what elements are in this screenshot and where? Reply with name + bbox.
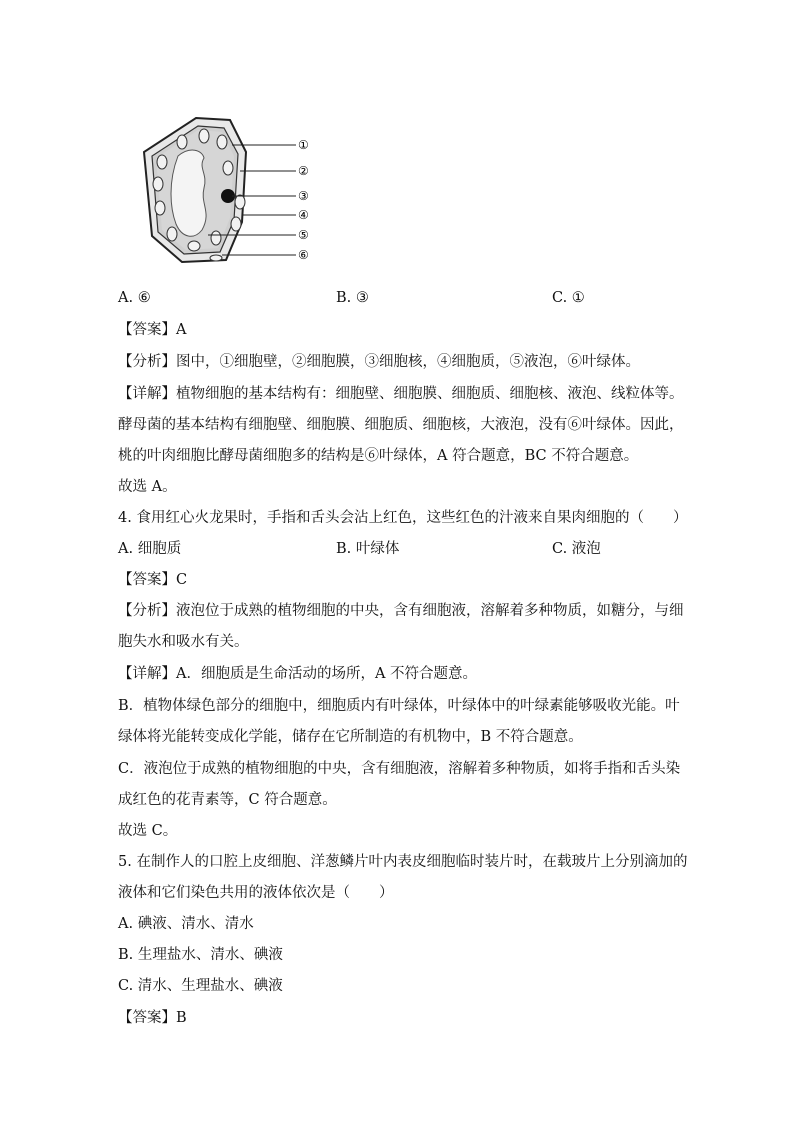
label-5: ⑤	[298, 228, 309, 242]
q3-conclusion: 故选 A。	[118, 479, 177, 495]
label-6: ⑥	[298, 248, 309, 262]
q4-stem: 4. 食用红心火龙果时，手指和舌头会沾上红色，这些红色的汁液来自果肉细胞的（ ）	[118, 510, 688, 526]
q3-detail-line-2: 酵母菌的基本结构有细胞壁、细胞膜、细胞质、细胞核，大液泡，没有⑥叶绿体。因此，	[118, 417, 684, 433]
q4-detail-line-3: 绿体将光能转变成化学能，储存在它所制造的有机物中，B 不符合题意。	[118, 729, 583, 745]
q3-option-a: A. ⑥	[118, 290, 151, 306]
q4-option-a: A. 细胞质	[118, 541, 182, 557]
q3-detail-line-3: 桃的叶肉细胞比酵母菌细胞多的结构是⑥叶绿体，A 符合题意，BC 不符合题意。	[118, 448, 639, 464]
q3-answer: 【答案】A	[118, 322, 187, 338]
q4-detail-line-5: 成红色的花青素等，C 符合题意。	[118, 792, 337, 808]
plant-cell-diagram	[138, 112, 338, 272]
q4-detail-line-4: C．液泡位于成熟的植物细胞的中央，含有细胞液，溶解着多种物质，如将手指和舌头染	[118, 761, 681, 777]
q4-analysis-line-2: 胞失水和吸水有关。	[118, 634, 249, 650]
q3-option-c: C. ①	[552, 290, 585, 306]
q4-detail-line-2: B．植物体绿色部分的细胞中，细胞质内有叶绿体，叶绿体中的叶绿素能够吸收光能。叶	[118, 698, 680, 714]
q5-stem-line-2: 液体和它们染色共用的液体依次是（ ）	[118, 885, 394, 901]
q4-analysis-line-1: 【分析】液泡位于成熟的植物细胞的中央，含有细胞液，溶解着多种物质，如糖分，与细	[118, 603, 684, 619]
q5-answer: 【答案】B	[118, 1010, 187, 1026]
q5-stem-line-1: 5. 在制作人的口腔上皮细胞、洋葱鳞片叶内表皮细胞临时装片时，在载玻片上分别滴加的	[118, 854, 688, 870]
q4-conclusion: 故选 C。	[118, 823, 178, 839]
vacuole	[171, 150, 206, 236]
q4-option-b: B. 叶绿体	[336, 541, 400, 557]
label-4: ④	[298, 208, 309, 222]
label-1: ①	[298, 138, 309, 152]
q3-detail-line-1: 【详解】植物细胞的基本结构有：细胞壁、细胞膜、细胞质、细胞核、液泡、线粒体等。	[118, 386, 684, 402]
q4-answer: 【答案】C	[118, 572, 188, 588]
label-2: ②	[298, 164, 309, 178]
q5-option-c: C. 清水、生理盐水、碘液	[118, 978, 283, 994]
q5-option-b: B. 生理盐水、清水、碘液	[118, 947, 283, 963]
label-3: ③	[298, 189, 309, 203]
q4-option-c: C. 液泡	[552, 541, 601, 557]
q3-analysis: 【分析】图中，①细胞壁，②细胞膜，③细胞核，④细胞质，⑤液泡，⑥叶绿体。	[118, 354, 640, 370]
q5-option-a: A. 碘液、清水、清水	[118, 916, 254, 932]
q4-detail-line-1: 【详解】A．细胞质是生命活动的场所，A 不符合题意。	[118, 666, 478, 682]
q3-option-b: B. ③	[336, 290, 369, 306]
